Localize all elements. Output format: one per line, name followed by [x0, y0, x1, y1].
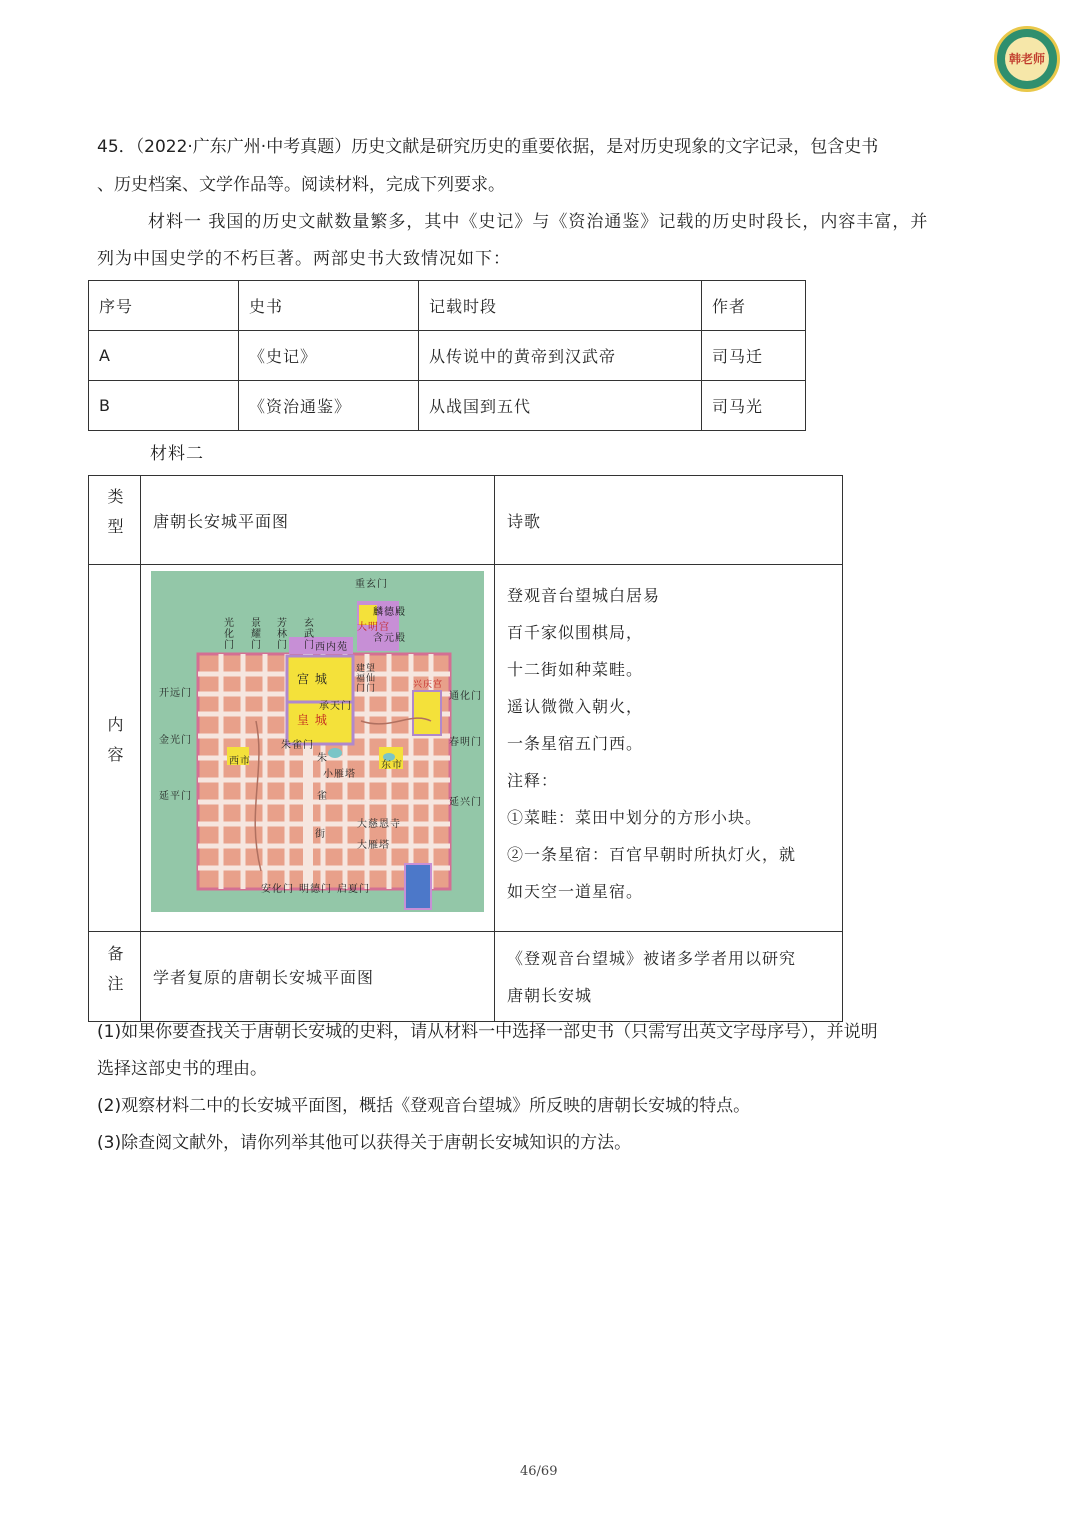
map-label: 朱雀门	[281, 740, 314, 751]
map-label: 小雁塔	[323, 769, 356, 780]
table-cell: 《史记》	[239, 331, 419, 381]
question-line-2: 、历史档案、文学作品等。阅读材料，完成下列要求。	[97, 175, 505, 195]
table-cell: 司马迁	[702, 331, 806, 381]
map-label: 启夏门	[337, 884, 370, 895]
poem-line: 如天空一道星宿。	[507, 882, 644, 901]
subquestion-1-line-2: 选择这部史书的理由。	[97, 1059, 267, 1079]
table-cell: 从传说中的黄帝到汉武帝	[419, 331, 702, 381]
table-cell: A	[89, 331, 239, 381]
pond	[328, 748, 342, 758]
map-label: 街	[315, 829, 326, 840]
header-cell: 记载时段	[419, 281, 702, 331]
map-label: 大明宫	[357, 622, 390, 633]
history-books-table	[88, 280, 806, 431]
subquestion-2: (2)观察材料二中的长安城平面图，概括《登观音台望城》所反映的唐朝长安城的特点。	[97, 1096, 751, 1116]
map-label: 光化门	[221, 617, 233, 650]
map-label: 通化门	[449, 691, 482, 702]
map-label: 春明门	[449, 737, 482, 748]
map-cell	[141, 565, 495, 932]
material1-line-1: 材料一 我国的历史文献数量繁多，其中《史记》与《资治通鉴》记载的历史时段长，内容丰富，并	[148, 212, 929, 232]
poem-line: 百千家似围棋局，	[507, 623, 644, 642]
map-label: 大雁塔	[357, 840, 390, 851]
qujiang-pond	[405, 864, 431, 909]
poem-line: 十二街如种菜畦。	[507, 660, 644, 679]
type-label: 类型	[105, 488, 124, 548]
subquestion-3: (3)除查阅文献外，请你列举其他可以获得关于唐朝长安城知识的方法。	[97, 1133, 632, 1153]
map-label: 皇 城	[297, 713, 328, 727]
page-number: 46/69	[520, 1464, 558, 1479]
content-label: 内容	[105, 716, 124, 776]
map-label: 大慈恩寺	[357, 819, 401, 830]
map-label: 开远门	[159, 688, 192, 699]
note-poem-line: 唐朝长安城	[507, 985, 593, 1005]
map-title-cell: 唐朝长安城平面图	[141, 476, 495, 565]
map-label: 宫 城	[297, 672, 328, 686]
publisher-logo	[994, 26, 1060, 92]
poem-title-cell: 诗歌	[495, 476, 843, 565]
map-label: 兴庆宫	[413, 680, 444, 690]
poem-line: 登观音台望城白居易	[507, 586, 661, 605]
map-label: 东市	[381, 760, 403, 771]
table-row	[89, 381, 806, 431]
table-cell: 从战国到五代	[419, 381, 702, 431]
table-row	[89, 932, 843, 1022]
table-header-row	[89, 281, 806, 331]
note-map-cell: 学者复原的唐朝长安城平面图	[141, 932, 495, 1022]
map-label: 雀	[317, 791, 328, 802]
poem-block	[507, 577, 830, 910]
map-svg	[151, 571, 484, 912]
map-label: 望仙门	[364, 663, 374, 693]
note-label: 备注	[105, 944, 124, 1005]
map-label: 西市	[229, 756, 251, 767]
map-label: 承天门	[319, 701, 352, 712]
material2-label: 材料二	[150, 444, 204, 464]
subquestion-1-line-1: (1)如果你要查找关于唐朝长安城的史料，请从材料一中选择一部史书（只需写出英文字母序号），并说明	[97, 1022, 878, 1042]
question-line-1: 45．（2022·广东广州·中考真题）历史文献是研究历史的重要依据，是对历史现象的文字记录，包含史书	[97, 137, 879, 157]
header-cell: 序号	[89, 281, 239, 331]
poem-line: 注释：	[507, 771, 559, 790]
map-label: 含元殿	[373, 633, 406, 644]
table-row	[89, 565, 843, 932]
map-label: 芳林门	[274, 617, 286, 650]
xingqing-palace	[413, 691, 441, 735]
map-label: 玄武门	[301, 617, 313, 650]
changan-material-table	[88, 475, 843, 1022]
map-label: 金光门	[159, 735, 192, 746]
map-label: 西内苑	[315, 642, 348, 653]
map-label: 朱	[317, 753, 328, 764]
map-label: 景耀门	[248, 617, 260, 650]
poem-line: ①菜畦：菜田中划分的方形小块。	[507, 808, 763, 827]
header-cell: 史书	[239, 281, 419, 331]
map-label: 重玄门	[355, 579, 388, 590]
table-cell: B	[89, 381, 239, 431]
poem-line: 遥认微微入朝火，	[507, 697, 644, 716]
table-row	[89, 476, 843, 565]
table-cell: 《资治通鉴》	[239, 381, 419, 431]
map-label: 延兴门	[449, 797, 482, 808]
material1-line-2: 列为中国史学的不朽巨著。两部史书大致情况如下：	[97, 249, 511, 269]
poem-line: ②一条星宿：百官早朝时所执灯火，就	[507, 845, 797, 864]
changan-city-map	[151, 571, 484, 912]
header-cell: 作者	[702, 281, 806, 331]
logo-text: 韩老师	[1005, 37, 1049, 81]
map-label: 明德门	[299, 884, 332, 895]
map-label: 麟德殿	[373, 607, 406, 618]
table-row	[89, 331, 806, 381]
note-poem-line: 《登观音台望城》被诸多学者用以研究	[507, 948, 797, 968]
map-label: 安化门	[261, 884, 294, 895]
table-cell: 司马光	[702, 381, 806, 431]
map-label: 建福门	[354, 663, 364, 693]
poem-line: 一条星宿五门西。	[507, 734, 644, 753]
map-label: 延平门	[159, 791, 192, 802]
